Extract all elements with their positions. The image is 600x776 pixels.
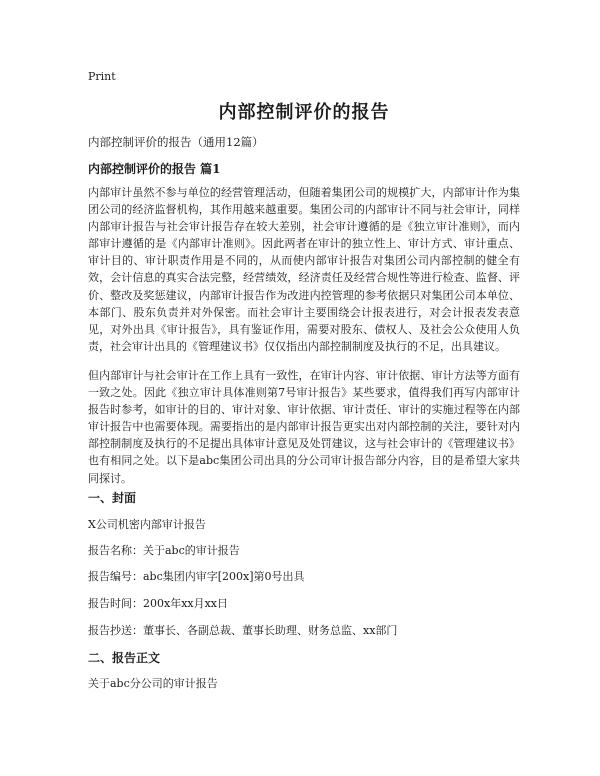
cover-line-report-number: 报告编号：abc集团内审字[200x]第0号出具 xyxy=(88,570,305,583)
document-title: 内部控制评价的报告 xyxy=(218,102,390,123)
paragraph-1: 内部审计虽然不参与单位的经营管理活动，但随着集团公司的规模扩大，内部审计作为集团公司的经济监督机构，其作用越来越重要。集团公司的内部审计不同与社会审计，同样内部审计报告与社会审计报告存在较大差别，社会审计遵循的是《独立审计准则》，而内部审计遵循的是《内部审计准则》。因此两者在审计的独立性上、审计方式、审计重点、审计目的、审计职责作用是不同的，从而使内部审计报告对集团公司内部控制的健全有效，会计信息的真实合法完整，经营绩效，经济责任及经营合规性等进行检查、监督、评价、整改及奖惩建议，内部审计报告作为改进内控管理的参考依据只对集团公司本单位、本部门、股东负责并对外保密。而社会审计主要围绕会计报表进行，对会计报表发表意见，对外出具《审计报告》，具有鉴证作用，需要对股东、债权人、及社会公众使用人负责，社会审计出具的《管理建议书》仅仅指出内部控制制度及执行的不足，出具建议。 xyxy=(88,186,520,353)
heading-report-body: 二、报告正文 xyxy=(88,651,161,665)
cover-line-report-cc: 报告抄送：董事长、各副总裁、董事长助理、财务总监、xx部门 xyxy=(88,624,398,637)
cover-line-company: X公司机密内部审计报告 xyxy=(88,518,206,531)
cover-line-report-time: 报告时间：200x年xx月xx日 xyxy=(88,597,229,610)
body-line-report-title: 关于abc分公司的审计报告 xyxy=(88,677,218,690)
section-heading-1: 内部控制评价的报告 篇1 xyxy=(88,162,221,176)
cover-line-report-name: 报告名称：关于abc的审计报告 xyxy=(88,544,240,557)
heading-cover: 一、封面 xyxy=(88,491,137,505)
print-link[interactable]: Print xyxy=(88,70,116,83)
document-subtitle: 内部控制评价的报告（通用12篇） xyxy=(88,135,264,149)
paragraph-2: 但内部审计与社会审计在工作上具有一致性，在审计内容、审计依据、审计方法等方面有一致之处。因此《独立审计具体准则第7号审计报告》某些要求，值得我们再写内部审计报告时参考，如审计的目的、审计对象、审计依据、审计责任、审计的实施过程等在内部审计报告中也需要体现。需要指出的是内部审计报告更实出对内部控制的关注，要针对内部控制制度及执行的不足提出具体审计意见及处罚建议，这与社会审计的《管理建议书》也有相同之处。以下是abc集团公司出具的分公司审计报告部分内容，目的是希望大家共同探讨。 xyxy=(88,369,520,485)
